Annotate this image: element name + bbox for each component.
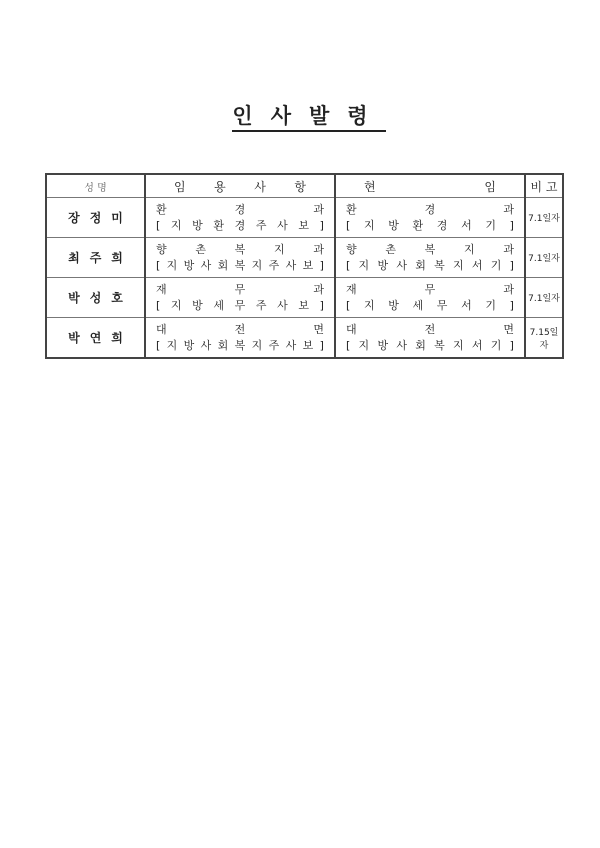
appointment-dept: 환 경 과 bbox=[156, 202, 324, 216]
header-appointment-text: 임 용 사 항 bbox=[174, 179, 306, 194]
appointment-cell bbox=[145, 318, 335, 359]
remark-cell: 7.15일자 bbox=[525, 318, 563, 359]
person-name: 장정미 bbox=[46, 198, 145, 238]
appointment-cell bbox=[145, 198, 335, 238]
current-cell bbox=[335, 238, 525, 278]
current-dept: 향 촌 복 지 과 bbox=[346, 242, 514, 256]
person-name: 박연희 bbox=[46, 318, 145, 359]
header-current bbox=[335, 174, 525, 198]
current-rank: [ 지 방 세 무 서 기 ] bbox=[346, 298, 514, 312]
header-row bbox=[46, 174, 563, 198]
table-row bbox=[46, 318, 563, 359]
header-current-text: 현 임 bbox=[364, 179, 496, 194]
remark-cell: 7.1일자 bbox=[525, 198, 563, 238]
appointment-dept: 재 무 과 bbox=[156, 282, 324, 296]
appointment-rank: [ 지 방 사 회 복 지 주 사 보 ] bbox=[156, 258, 324, 272]
appointment-rank: [ 지 방 환 경 주 사 보 ] bbox=[156, 218, 324, 232]
appointment-rank: [ 지 방 세 무 주 사 보 ] bbox=[156, 298, 324, 312]
current-dept: 대 전 면 bbox=[346, 322, 514, 336]
table-row bbox=[46, 198, 563, 238]
remark-cell: 7.1일자 bbox=[525, 278, 563, 318]
personnel-table bbox=[45, 173, 564, 359]
table-row bbox=[46, 238, 563, 278]
header-name: 성 명 bbox=[46, 174, 145, 198]
appointment-cell bbox=[145, 278, 335, 318]
current-rank: [ 지 방 사 회 복 지 서 기 ] bbox=[346, 338, 514, 352]
table-row bbox=[46, 278, 563, 318]
remark-cell: 7.1일자 bbox=[525, 238, 563, 278]
appointment-dept: 향 촌 복 지 과 bbox=[156, 242, 324, 256]
appointment-dept: 대 전 면 bbox=[156, 322, 324, 336]
current-dept: 재 무 과 bbox=[346, 282, 514, 296]
current-rank: [ 지 방 환 경 서 기 ] bbox=[346, 218, 514, 232]
person-name: 박성호 bbox=[46, 278, 145, 318]
appointment-rank: [ 지 방 사 회 복 지 주 사 보 ] bbox=[156, 338, 324, 352]
current-cell bbox=[335, 318, 525, 359]
current-rank: [ 지 방 사 회 복 지 서 기 ] bbox=[346, 258, 514, 272]
current-dept: 환 경 과 bbox=[346, 202, 514, 216]
page-title-text: 인사발령 bbox=[232, 104, 385, 132]
header-remark: 비 고 bbox=[525, 174, 563, 198]
current-cell bbox=[335, 198, 525, 238]
page-title bbox=[0, 100, 600, 130]
header-appointment bbox=[145, 174, 335, 198]
person-name: 최주희 bbox=[46, 238, 145, 278]
appointment-cell bbox=[145, 238, 335, 278]
current-cell bbox=[335, 278, 525, 318]
